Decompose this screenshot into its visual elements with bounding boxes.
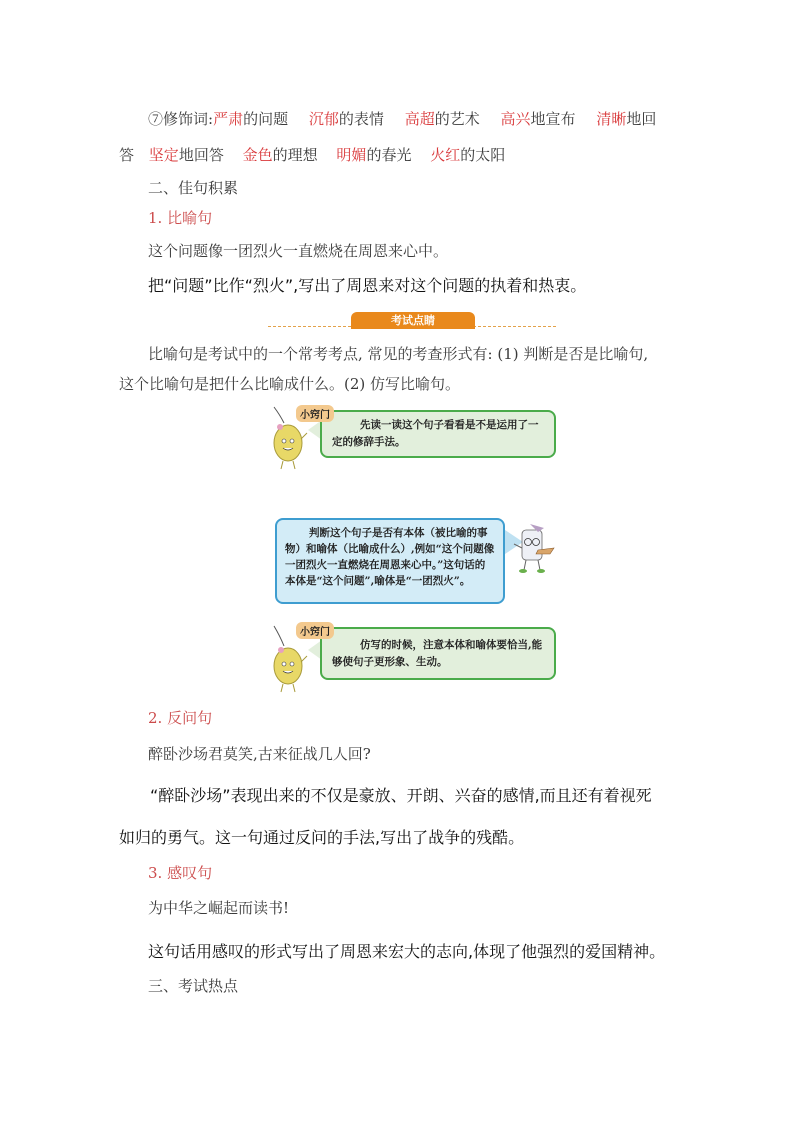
modifier-word: 金色 (242, 146, 273, 164)
modifier-phrase: 的太阳 (460, 146, 506, 164)
subsection-heading-exclamation: 3. 感叹句 (148, 864, 213, 882)
modifier-phrase: 地回 (626, 110, 657, 128)
rhetorical-analysis-line-1: “醉卧沙场”表现出来的不仅是豪放、开朗、兴奋的感情,而且还有着视死 (150, 786, 652, 805)
modifier-word: 严肃 (213, 110, 244, 128)
modifier-word: 明媚 (336, 146, 367, 164)
modifier-phrase: 答 (119, 146, 135, 164)
modifier-word: 沉郁 (308, 110, 339, 128)
modifier-phrase: 的理想 (272, 146, 318, 164)
modifier-phrase: 的表情 (338, 110, 384, 128)
section-heading: 二、佳句积累 (148, 179, 239, 197)
modifier-phrase: 的艺术 (434, 110, 480, 128)
modifiers-line-1 (148, 108, 656, 129)
modifiers-label: ⑦修饰词: (148, 110, 214, 128)
rhetorical-analysis-line-2: 如归的勇气。这一句通过反问的手法,写出了战争的残酷。 (119, 828, 525, 847)
tip-tag: 小窍门 (296, 622, 334, 639)
subsection-heading-rhetorical: 2. 反问句 (148, 709, 213, 727)
exam-tip-line-1: 比喻句是考试中的一个常考考点, 常见的考查形式有: (1) 判断是否是比喻句, (148, 345, 649, 363)
tip-callout-1: 先读一读这个句子看看是不是运用了一定的修辞手法。 (320, 410, 556, 458)
exam-tip-banner: 考试点睛 (351, 312, 475, 329)
modifier-word: 高兴 (500, 110, 531, 128)
tip-tag: 小窍门 (296, 405, 334, 422)
tip-callout-2: 判断这个句子是否有本体（被比喻的事物）和喻体（比喻成什么）,例如“这个问题像一团烈火一直燃烧在周恩来心中。”这句话的本体是“这个问题”,喻体是“一团烈火”。 (275, 518, 505, 604)
tip-callout-3: 仿写的时候，注意本体和喻体要恰当,能够使句子更形象、生动。 (320, 627, 556, 680)
modifier-word: 坚定 (148, 146, 179, 164)
modifier-phrase: 的问题 (243, 110, 289, 128)
exclamation-analysis: 这句话用感叹的形式写出了周恩来宏大的志向,体现了他强烈的爱国精神。 (148, 942, 666, 961)
book-mascot-icon (510, 518, 558, 578)
modifier-phrase: 的春光 (366, 146, 412, 164)
exam-tip-line-2: 这个比喻句是把什么比喻成什么。(2) 仿写比喻句。 (119, 375, 461, 393)
modifier-phrase: 地回答 (178, 146, 224, 164)
section-heading: 三、考试热点 (148, 977, 239, 995)
rhetorical-example: 醉卧沙场君莫笑,古来征战几人回? (148, 745, 371, 763)
metaphor-analysis: 把“问题”比作“烈火”,写出了周恩来对这个问题的执着和热衷。 (148, 276, 587, 295)
modifiers-line-2 (119, 144, 505, 165)
modifier-phrase: 地宣布 (530, 110, 576, 128)
modifier-word: 清晰 (596, 110, 627, 128)
exclamation-example: 为中华之崛起而读书! (148, 899, 290, 917)
modifier-word: 火红 (430, 146, 461, 164)
subsection-heading-metaphor: 1. 比喻句 (148, 209, 213, 227)
metaphor-example: 这个问题像一团烈火一直燃烧在周恩来心中。 (148, 242, 449, 260)
modifier-word: 高超 (404, 110, 435, 128)
